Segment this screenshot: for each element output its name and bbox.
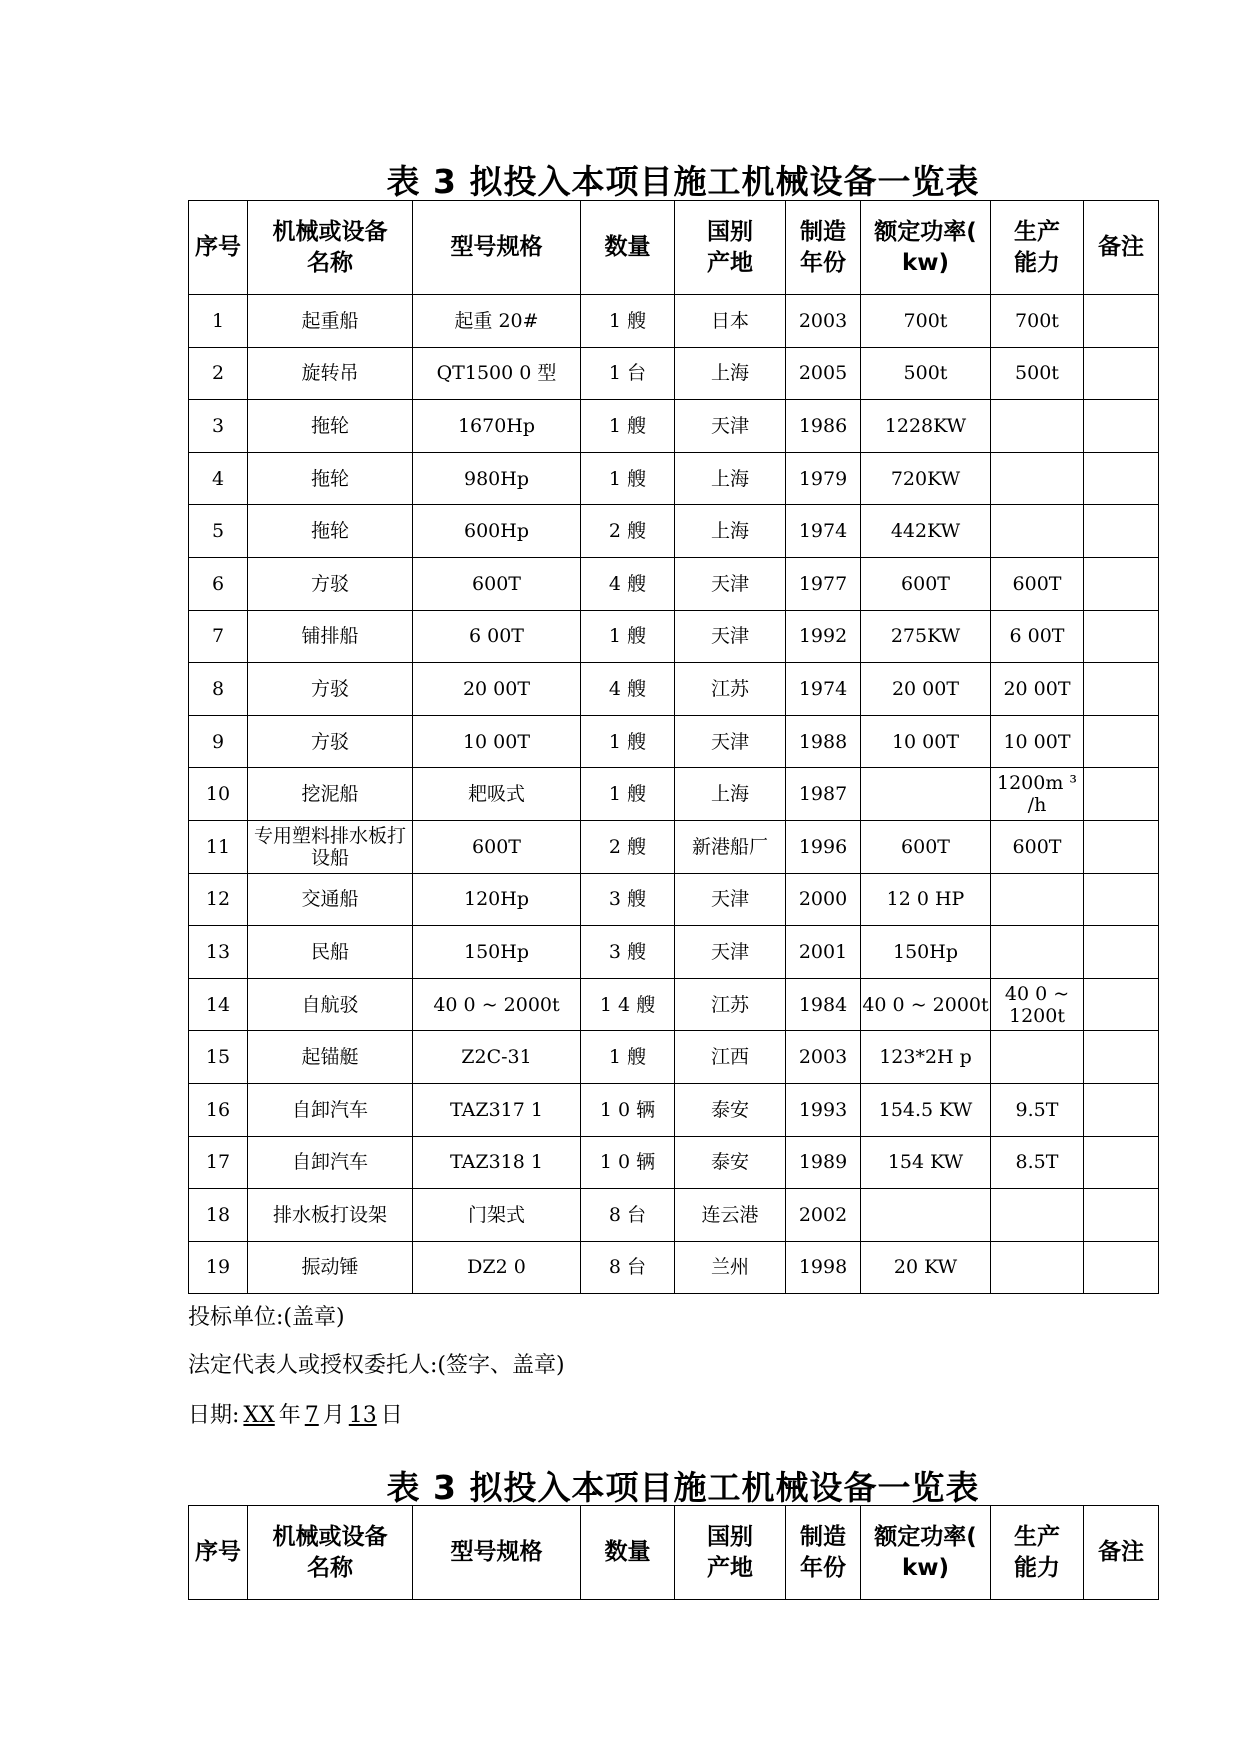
table-cell: 442KW [861, 505, 991, 558]
table-cell: QT1500 0 型 [413, 347, 581, 400]
column-header-line: 型号规格 [450, 1539, 543, 1565]
table-row [189, 1241, 1159, 1294]
table-cell: 拖轮 [248, 505, 413, 558]
equipment-table-repeat-header [188, 1505, 1159, 1600]
table-cell: 13 [189, 926, 248, 979]
table-row [189, 400, 1159, 453]
table-cell: 2000 [786, 873, 861, 926]
table-cell: 150Hp [413, 926, 581, 979]
table-cell: 起重 20# [413, 295, 581, 348]
column-header-line: 名称 [307, 249, 353, 276]
table-cell: 上海 [675, 347, 786, 400]
column-header [581, 1506, 675, 1600]
table-row [189, 610, 1159, 663]
table-cell: 154 KW [861, 1136, 991, 1189]
table-cell: 天津 [675, 926, 786, 979]
table-cell: 4 艘 [581, 663, 675, 716]
table-cell: 起锚艇 [248, 1031, 413, 1084]
column-header-line: 生产 [1014, 218, 1060, 245]
table-cell: 泰安 [675, 1083, 786, 1136]
table-cell: 天津 [675, 557, 786, 610]
table-cell: 2003 [786, 1031, 861, 1084]
table-cell: 3 艘 [581, 873, 675, 926]
table-cell: 9.5T [991, 1083, 1084, 1136]
table-cell: 新港船厂 [675, 820, 786, 873]
table-cell: 600T [413, 557, 581, 610]
column-header-line: 产地 [707, 249, 753, 276]
table-cell: 2 [189, 347, 248, 400]
table-cell: 500t [991, 347, 1084, 400]
table-cell: 天津 [675, 610, 786, 663]
column-header [675, 1506, 786, 1600]
table-cell [1084, 1189, 1159, 1242]
table-cell: 拖轮 [248, 452, 413, 505]
table-cell: 600T [413, 820, 581, 873]
table-cell: 16 [189, 1083, 248, 1136]
table-row [189, 295, 1159, 348]
date-month-unit: 月 [322, 1403, 345, 1428]
table-cell: 1228KW [861, 400, 991, 453]
table-cell: 10 [189, 768, 248, 821]
table-row [189, 873, 1159, 926]
table-cell: 江苏 [675, 663, 786, 716]
table-cell [991, 1189, 1084, 1242]
table-cell: 自航驳 [248, 978, 413, 1031]
column-header-line: 能力 [1014, 1554, 1060, 1581]
representative-line: 法定代表人或授权委托人:(签字、盖章) [188, 1353, 565, 1378]
table-row [189, 347, 1159, 400]
table-cell [991, 505, 1084, 558]
column-header-line: 备注 [1098, 1539, 1144, 1565]
table-cell: 20 00T [861, 663, 991, 716]
column-header [581, 201, 675, 295]
column-header-line: 年份 [800, 1554, 846, 1581]
table-cell: 1974 [786, 505, 861, 558]
column-header-line: 数量 [604, 234, 651, 260]
table-cell: 天津 [675, 400, 786, 453]
table-cell: 方驳 [248, 557, 413, 610]
table-cell: 上海 [675, 505, 786, 558]
column-header-line: 年份 [800, 249, 846, 276]
table-cell: 19 [189, 1241, 248, 1294]
table-cell: 8 台 [581, 1189, 675, 1242]
table-cell: 专用塑料排水板打设船 [248, 820, 413, 873]
table-cell: 1988 [786, 715, 861, 768]
table-cell: 1 艘 [581, 400, 675, 453]
table-cell: DZ2 0 [413, 1241, 581, 1294]
table-cell: 4 艘 [581, 557, 675, 610]
table-row [189, 926, 1159, 979]
column-header-line: 序号 [195, 1539, 241, 1565]
table-cell: 600Hp [413, 505, 581, 558]
table-cell: 上海 [675, 452, 786, 505]
table-cell: 4 [189, 452, 248, 505]
table-cell: 上海 [675, 768, 786, 821]
table-cell: 1 艘 [581, 295, 675, 348]
table-cell: 11 [189, 820, 248, 873]
table-cell: 14 [189, 978, 248, 1031]
table-cell: 8.5T [991, 1136, 1084, 1189]
table-cell [991, 1031, 1084, 1084]
table-cell: 连云港 [675, 1189, 786, 1242]
table-cell: 交通船 [248, 873, 413, 926]
column-header-line: 名称 [307, 1554, 353, 1581]
table-cell: 600T [991, 820, 1084, 873]
table-cell: 方驳 [248, 663, 413, 716]
table-cell: 10 00T [413, 715, 581, 768]
table-cell: 123*2H p [861, 1031, 991, 1084]
table-row [189, 768, 1159, 821]
table-cell: 1 0 辆 [581, 1083, 675, 1136]
table-cell [1084, 610, 1159, 663]
table-cell: 15 [189, 1031, 248, 1084]
table-cell: 1987 [786, 768, 861, 821]
table-cell: 17 [189, 1136, 248, 1189]
table-cell: 2003 [786, 295, 861, 348]
table-cell: 5 [189, 505, 248, 558]
table-cell: 2 艘 [581, 505, 675, 558]
table-cell: 1989 [786, 1136, 861, 1189]
table-cell [1084, 400, 1159, 453]
table-cell: 3 艘 [581, 926, 675, 979]
column-header [786, 1506, 861, 1600]
table-cell: 1 艘 [581, 1031, 675, 1084]
table-cell: 2 艘 [581, 820, 675, 873]
column-header [413, 201, 581, 295]
column-header [1084, 1506, 1159, 1600]
table-cell: 600T [991, 557, 1084, 610]
table-cell: 1 艘 [581, 452, 675, 505]
table-cell: 6 00T [991, 610, 1084, 663]
table-cell: 600T [861, 820, 991, 873]
date-day-unit: 日 [380, 1403, 403, 1428]
column-header [786, 201, 861, 295]
table-cell: 方驳 [248, 715, 413, 768]
date-day: 13 [348, 1403, 377, 1428]
column-header-line: 数量 [604, 1539, 651, 1565]
table-row [189, 1189, 1159, 1242]
table-row [189, 715, 1159, 768]
table-cell: 1 4 艘 [581, 978, 675, 1031]
column-header-line: 能力 [1014, 249, 1060, 276]
table-cell: 20 00T [991, 663, 1084, 716]
date-line [188, 1398, 403, 1429]
table-cell: 6 [189, 557, 248, 610]
table-cell: 拖轮 [248, 400, 413, 453]
table-cell [991, 452, 1084, 505]
table-cell: 自卸汽车 [248, 1083, 413, 1136]
date-year-unit: 年 [278, 1403, 301, 1428]
column-header [861, 1506, 991, 1600]
table-cell: 1993 [786, 1083, 861, 1136]
table-cell [1084, 557, 1159, 610]
column-header-line: 国别 [707, 218, 753, 245]
table-cell: 兰州 [675, 1241, 786, 1294]
table-cell [1084, 295, 1159, 348]
table-row [189, 663, 1159, 716]
table-cell: 泰安 [675, 1136, 786, 1189]
column-header [675, 201, 786, 295]
table-cell: TAZ318 1 [413, 1136, 581, 1189]
column-header [189, 201, 248, 295]
column-header [861, 201, 991, 295]
table-cell [1084, 715, 1159, 768]
column-header-line: 额定功率( [874, 1523, 977, 1550]
column-header-line: 生产 [1014, 1523, 1060, 1550]
table-cell: 2002 [786, 1189, 861, 1242]
table-cell [1084, 820, 1159, 873]
table-cell [1084, 978, 1159, 1031]
table-cell [1084, 1241, 1159, 1294]
column-header-line: 国别 [707, 1523, 753, 1550]
table-cell [1084, 505, 1159, 558]
table-cell: 150Hp [861, 926, 991, 979]
column-header-line: 机械或设备 [272, 218, 388, 245]
table-cell: 8 台 [581, 1241, 675, 1294]
column-header [1084, 201, 1159, 295]
table-cell: 275KW [861, 610, 991, 663]
table-cell: 600T [861, 557, 991, 610]
table-cell: 1977 [786, 557, 861, 610]
table-cell: 1974 [786, 663, 861, 716]
table-cell: 挖泥船 [248, 768, 413, 821]
column-header-line: 产地 [707, 1554, 753, 1581]
table-cell [991, 400, 1084, 453]
table-row [189, 557, 1159, 610]
table-cell: 10 00T [991, 715, 1084, 768]
table-cell [991, 873, 1084, 926]
column-header [248, 201, 413, 295]
table-cell: 江苏 [675, 978, 786, 1031]
date-month: 7 [304, 1403, 319, 1428]
table-cell: 6 00T [413, 610, 581, 663]
table-cell: 天津 [675, 715, 786, 768]
table-row [189, 505, 1159, 558]
table-cell: 1992 [786, 610, 861, 663]
table-cell: 20 00T [413, 663, 581, 716]
column-header-line: 序号 [195, 234, 241, 260]
table-cell [1084, 452, 1159, 505]
table-cell [1084, 1083, 1159, 1136]
table-cell: 1 艘 [581, 768, 675, 821]
table-cell: 12 0 HP [861, 873, 991, 926]
table-row [189, 1031, 1159, 1084]
table-cell: 40 0 ~ 1200t [991, 978, 1084, 1031]
table-cell: 日本 [675, 295, 786, 348]
table-cell: 720KW [861, 452, 991, 505]
table-cell: 1 台 [581, 347, 675, 400]
column-header-line: kw) [901, 249, 950, 276]
table-cell: 8 [189, 663, 248, 716]
table-cell: TAZ317 1 [413, 1083, 581, 1136]
table-cell: 700t [861, 295, 991, 348]
page-title: 表 3 拟投入本项目施工机械设备一览表 [386, 162, 980, 201]
table-cell [1084, 347, 1159, 400]
table-row [189, 820, 1159, 873]
table-cell: 10 00T [861, 715, 991, 768]
table-cell: 起重船 [248, 295, 413, 348]
table-cell: 9 [189, 715, 248, 768]
table-cell: 980Hp [413, 452, 581, 505]
table-cell: 铺排船 [248, 610, 413, 663]
table-cell: 旋转吊 [248, 347, 413, 400]
table-cell [1084, 1031, 1159, 1084]
table-cell: 耙吸式 [413, 768, 581, 821]
table-cell [1084, 873, 1159, 926]
table-cell: 自卸汽车 [248, 1136, 413, 1189]
table-cell: 40 0 ~ 2000t [861, 978, 991, 1031]
table-cell [1084, 663, 1159, 716]
table-cell [991, 1241, 1084, 1294]
table-cell: 1996 [786, 820, 861, 873]
column-header-line: 机械或设备 [272, 1523, 388, 1550]
page-title-repeat: 表 3 拟投入本项目施工机械设备一览表 [386, 1468, 980, 1507]
column-header-line: 制造 [800, 218, 846, 245]
table-cell: Z2C-31 [413, 1031, 581, 1084]
table-header-row [189, 1506, 1159, 1600]
table-cell [1084, 768, 1159, 821]
table-cell: 门架式 [413, 1189, 581, 1242]
table-row [189, 1083, 1159, 1136]
date-year: XX [243, 1403, 275, 1428]
table-cell: 振动锤 [248, 1241, 413, 1294]
table-cell: 500t [861, 347, 991, 400]
column-header [189, 1506, 248, 1600]
table-cell: 154.5 KW [861, 1083, 991, 1136]
table-cell: 民船 [248, 926, 413, 979]
table-cell: 1984 [786, 978, 861, 1031]
column-header-line: 制造 [800, 1523, 846, 1550]
table-header-row [189, 201, 1159, 295]
table-cell: 12 [189, 873, 248, 926]
table-cell: 7 [189, 610, 248, 663]
column-header-line: kw) [901, 1554, 950, 1581]
equipment-table [188, 200, 1159, 1294]
table-cell: 20 KW [861, 1241, 991, 1294]
column-header [248, 1506, 413, 1600]
bidder-line: 投标单位:(盖章) [188, 1305, 345, 1330]
table-cell: 江西 [675, 1031, 786, 1084]
table-cell: 700t [991, 295, 1084, 348]
table-cell: 3 [189, 400, 248, 453]
table-cell [1084, 1136, 1159, 1189]
table-cell [991, 926, 1084, 979]
date-label: 日期: [188, 1403, 240, 1428]
column-header-line: 备注 [1098, 234, 1144, 260]
table-cell: 1998 [786, 1241, 861, 1294]
table-row [189, 1136, 1159, 1189]
table-cell: 18 [189, 1189, 248, 1242]
table-cell: 天津 [675, 873, 786, 926]
column-header [991, 1506, 1084, 1600]
table-cell: 排水板打设架 [248, 1189, 413, 1242]
table-cell: 1979 [786, 452, 861, 505]
table-cell: 40 0 ~ 2000t [413, 978, 581, 1031]
table-cell: 1670Hp [413, 400, 581, 453]
column-header-line: 型号规格 [450, 234, 543, 260]
table-cell: 120Hp [413, 873, 581, 926]
table-cell: 2001 [786, 926, 861, 979]
table-cell: 1 0 辆 [581, 1136, 675, 1189]
table-row [189, 452, 1159, 505]
column-header-line: 额定功率( [874, 218, 977, 245]
column-header [991, 201, 1084, 295]
table-row [189, 978, 1159, 1031]
table-cell [1084, 926, 1159, 979]
table-cell: 1 艘 [581, 715, 675, 768]
table-cell [861, 1189, 991, 1242]
table-cell: 2005 [786, 347, 861, 400]
table-cell: 1200m ³ /h [991, 768, 1084, 821]
table-cell: 1 [189, 295, 248, 348]
table-cell: 1 艘 [581, 610, 675, 663]
table-cell: 1986 [786, 400, 861, 453]
column-header [413, 1506, 581, 1600]
table-cell [861, 768, 991, 821]
